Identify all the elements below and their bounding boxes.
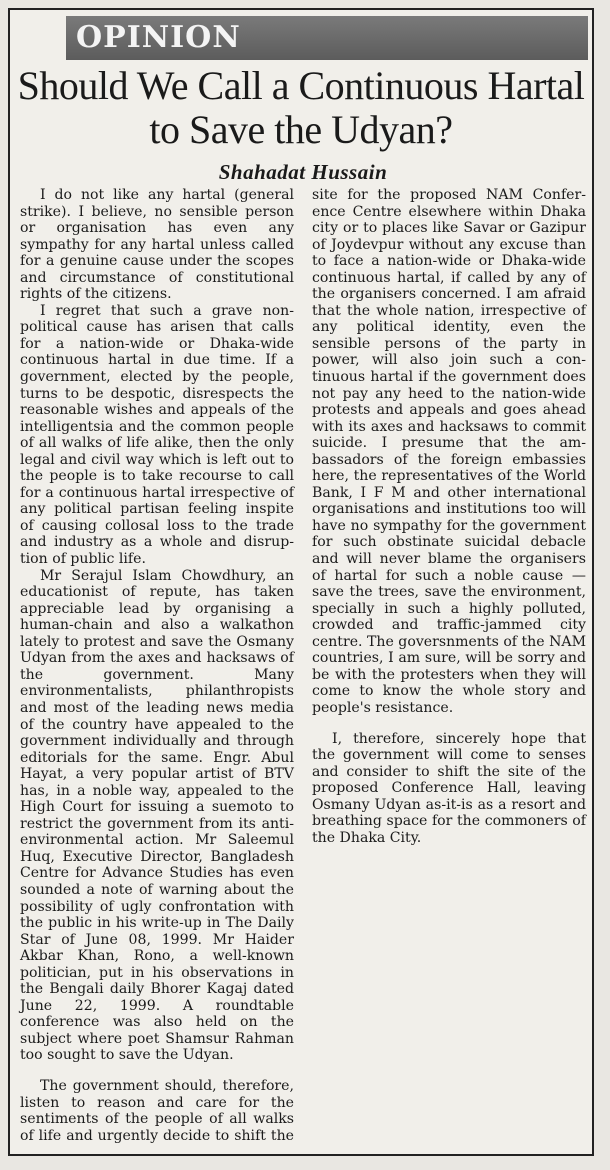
article-body [20,187,586,1149]
section-banner [66,16,588,60]
paragraph-3: Mr Serajul Islam Chowdhury, an educationist of repute, has taken appreciable lead by organising a human-chain and also a walkathon lately to protest and save the Osmany Udyan from the axes and hacksaws of the government. Many environmentalists, philanthropists and most of the leading news media of the country have appealed to the government individually and through editorials for the same. Engr. Abul Hayat, a very popular artist of BTV has, in a noble way, appealed to the High Court for issuing a suemoto to restrict the government from its anti-environmental action. Mr Saleemul Huq, Executive Director, Bangladesh Centre for Advance Studies has even sounded a note of warning about the possibility of ugly confrontation with the public in his write-up in The Daily Star of June 08, 1999. Mr Haider Akbar Khan, Rono, a well-known politician, put in his observations in the Bengali daily Bhorer Kagaj dated June 22, 1999. A roundtable conference was also held on the subject where poet Shamsur Rahman too sought to save the Udyan. [20,567,294,1064]
paragraph-4: The government should, therefore, listen to reason and care for the sentiments of the people of all walks of life and urgently decide to shift the site for the proposed NAM Conference Centre elsewhere within Dhaka city or to places like Savar or Gazipur of Joydevpur without any excuse than to face a nation-wide or Dhaka-wide continuous hartal, if called by any of the organisers concerned. I am afraid that the whole nation, irrespective of any political identity, even the sensible persons of the party in power, will also join such a continuous hartal if the government does not pay any heed to the nation-wide protests and appeals and goes ahead with its axes and hacksaws to commit suicide. I presume that the ambassadors of the foreign embassies here, the representatives of the World Bank, I F M and other international organisations and institutions too will have no sympathy for the government for such obstinate suicidal debacle and will never blame the organisers of hartal for such a noble cause — save the trees, save the environment, specially in such a highly polluted, crowded and traffic-jammed city centre. The goversnments of the NAM countries, I am sure, will be sorry and be with the protesters when they will come to know the whole story and people's resistance. [20,187,587,1144]
paragraph-5: I, therefore, sincerely hope that the government will come to senses and consider to shift the site of the proposed Conference Hall, leaving Osmany Udyan as-it-is as a resort and breathing space for the commoners of the Dhaka City. [312,730,586,846]
paragraph-1: I do not like any hartal (general strike). I believe, no sensible person or organisation has even any sympathy for any hartal unless called for a genuine cause under the scopes and circumstance of constitutional rights of the citizens. [20,187,294,303]
headline: Should We Call a Continuous Hartal to Save the Udyan? [17,63,585,152]
byline: Shahadat Hussain [218,160,388,184]
section-label: OPINION [76,20,241,55]
paragraph-2: I regret that such a grave non-political cause has arisen that calls for a nation-wide or Dhaka-wide continuous hartal in due time. If a government, elected by the people, turns to be despotic, disrespects the reasonable wishes and appeals of the intelligentsia and the common people of all walks of life alike, then the only legal and civil way which is left out to the people is to take recourse to call for a continuous hartal irrespective of any political partisan feeling inspite of causing collosal loss to the trade and industry as a whole and disruption of public life. [20,302,294,568]
newspaper-clipping [8,8,594,1156]
